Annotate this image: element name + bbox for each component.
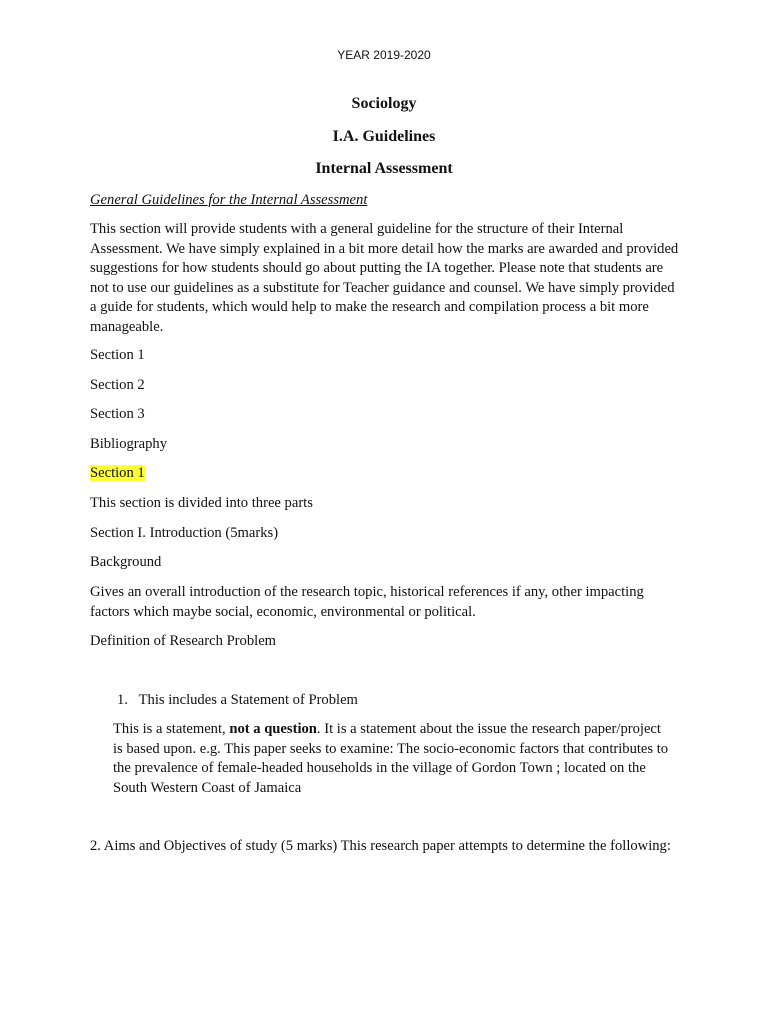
section-list-item: Section 3 xyxy=(90,406,145,422)
statement-emphasis: not a question xyxy=(229,721,317,737)
background-heading: Background xyxy=(90,554,162,570)
definition-heading: Definition of Research Problem xyxy=(90,633,277,649)
guidelines-title: I.A. Guidelines xyxy=(332,128,436,145)
section-1-heading xyxy=(90,464,145,484)
numbered-list-item xyxy=(117,691,358,711)
section-list-item: Section 2 xyxy=(90,377,145,393)
statement-prefix: This is a statement, xyxy=(113,721,230,737)
list-item-text: This includes a Statement of Problem xyxy=(138,692,358,708)
background-paragraph: Gives an overall introduction of the research topic, historical references if any, other impacting factors which maybe social, economic, environmental or political. xyxy=(90,584,644,620)
section-list-item: Section 1 xyxy=(90,347,145,363)
introduction-heading: Section I. Introduction (5marks) xyxy=(90,525,279,541)
highlighted-heading: Section 1 xyxy=(90,465,145,481)
section-list-item: Bibliography xyxy=(90,436,168,452)
divided-text: This section is divided into three parts xyxy=(90,495,313,511)
statement-rest: . It is a statement about the issue the research paper/project is based upon. e.g. This paper seeks to examine: The socio-economic factors that contributes to the prevalence of female-headed households in the village of Gordon Town ; located on the South Western Coast of Jamaica xyxy=(113,721,669,796)
subject-title: Sociology xyxy=(351,95,417,112)
statement-paragraph xyxy=(113,720,673,798)
header-year: YEAR 2019-2020 xyxy=(337,48,431,62)
list-number: 1. xyxy=(117,692,128,708)
assessment-title: Internal Assessment xyxy=(315,160,453,177)
intro-paragraph: This section will provide students with a general guideline for the structure of their Internal Assessment. We have simply explained in a bit more detail how the marks are awarded and provided suggestions for how students should go about putting the IA together. Please note that students are not to use our guidelines as a substitute for Teacher guidance and counsel. We have simply provided a guide for students, which would help to make the research and compilation process a bit more manageable. xyxy=(90,221,679,335)
general-guidelines-subtitle: General Guidelines for the Internal Assessment xyxy=(90,192,368,208)
aims-paragraph: 2. Aims and Objectives of study (5 marks) This research paper attempts to determine the following: xyxy=(90,838,671,854)
